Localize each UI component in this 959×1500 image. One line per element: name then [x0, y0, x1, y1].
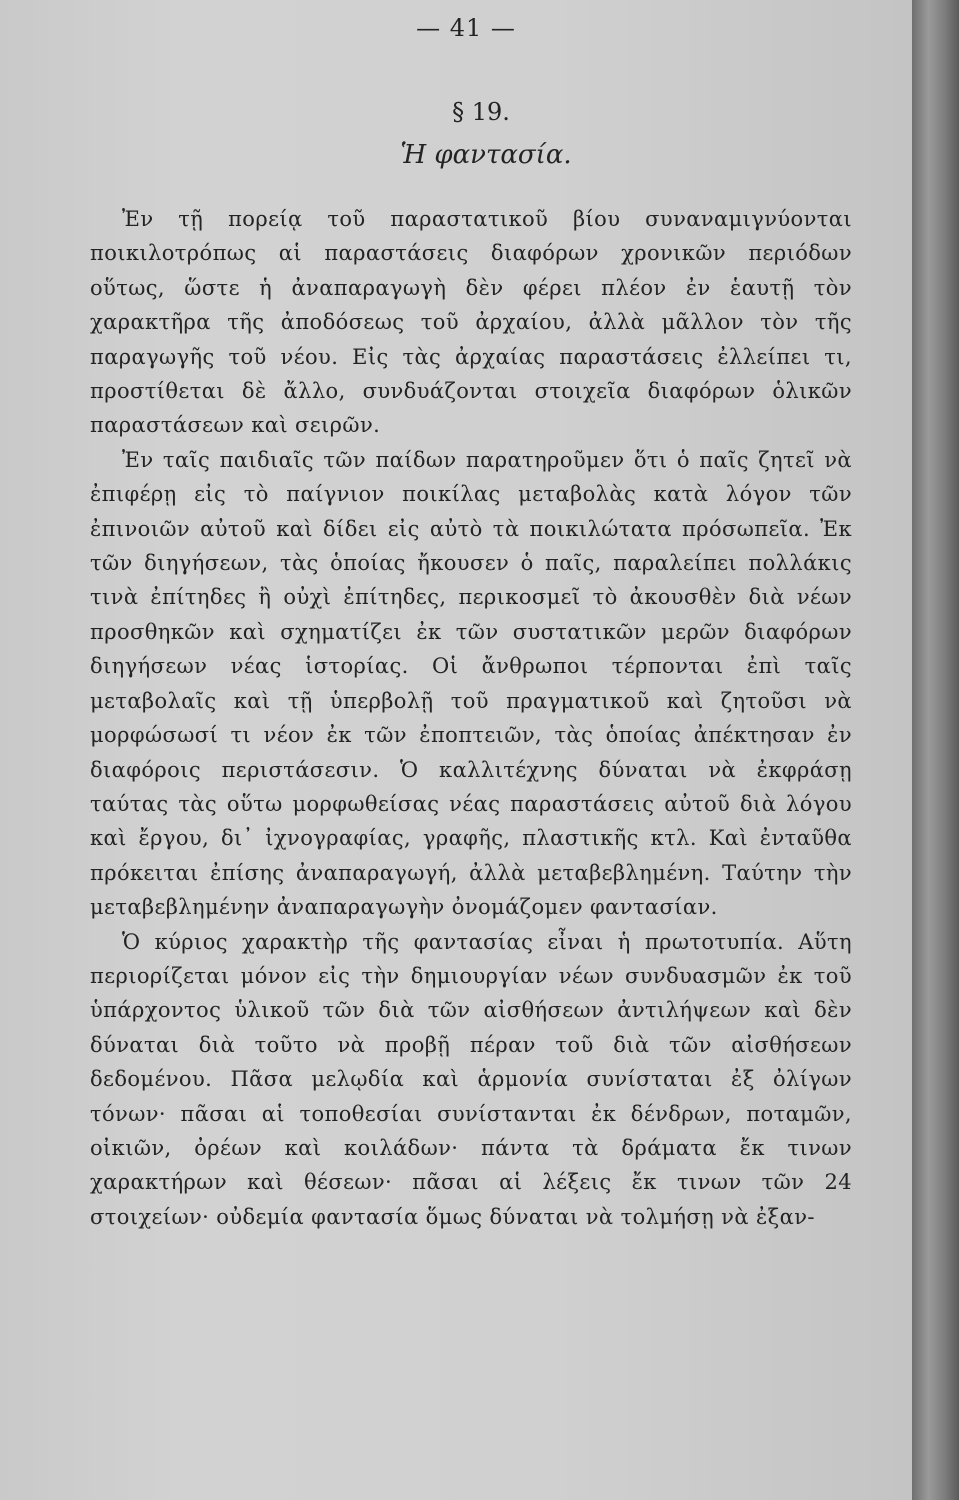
page-edge — [912, 0, 959, 1500]
paragraph: Ἐν τῇ πορείᾳ τοῦ παραστατικοῦ βίου συναναμιγνύονται ποικιλοτρόπως αἱ παραστάσεις διαφόρων χρονικῶν περιόδων οὕτως, ὥστε ἡ ἀναπαραγωγὴ δὲν φέρει πλέον ἐν ἑαυτῇ τὸν χαρακτῆρα τῆς ἀποδόσεως τοῦ ἀρχαίου, ἀλλὰ μᾶλλον τὸν τῆς παραγωγῆς τοῦ νέου. Εἰς τὰς ἀρχαίας παραστάσεις ἐλλείπει τι, προστίθεται δὲ ἄλλο, συνδυάζονται στοιχεῖα διαφόρων ὁλικῶν παραστάσεων καὶ σειρῶν. — [90, 207, 852, 438]
paragraph: Ἐν ταῖς παιδιαῖς τῶν παίδων παρατηροῦμεν ὅτι ὁ παῖς ζητεῖ νὰ ἐπιφέρῃ εἰς τὸ παίγνιον ποικίλας μεταβολὰς κατὰ λόγον τῶν ἐπινοιῶν αὐτοῦ καὶ δίδει εἰς αὐτὸ τὰ ποικιλώτατα πρόσωπεῖα. Ἐκ τῶν διηγήσεων, τὰς ὁποίας ἤκουσεν ὁ παῖς, παραλείπει πολλάκις τινὰ ἐπίτηδες ἢ οὐχὶ ἐπίτηδες, περικοσμεῖ τὸ ἀκουσθὲν διὰ νέων προσθηκῶν καὶ σχηματίζει ἐκ τῶν συστατικῶν μερῶν διαφόρων διηγήσεων νέας ἱστορίας. Οἱ ἄνθρωποι τέρπονται ἐπὶ ταῖς μεταβολαῖς καὶ τῇ ὑπερβολῇ τοῦ πραγματικοῦ καὶ ζητοῦσι νὰ μορφώσωσί τι νέον ἐκ τῶν ἐποπτειῶν, τὰς ὁποίας ἀπέκτησαν ἐν διαφόροις περιστάσεσιν. Ὁ καλλιτέχνης δύναται νὰ ἐκφράσῃ ταύτας τὰς οὕτω μορφωθείσας νέας παραστάσεις αὐτοῦ διὰ λόγου καὶ ἔργου, δι᾽ ἰχνογραφίας, γραφῆς, πλαστικῆς κτλ. Καὶ ἐνταῦθα πρόκειται ἐπίσης ἀναπαραγωγή, ἀλλὰ μεταβεβλημένη. Ταύτην τὴν μεταβεβλημένην ἀναπαραγωγὴν ὀνομάζομεν φαντασίαν. — [90, 447, 852, 920]
page-number: — 41 — — [416, 14, 516, 42]
section-number: § 19. — [452, 98, 510, 126]
section-title: Ἡ φαντασία. — [400, 140, 572, 170]
paragraph: Ὁ κύριος χαρακτὴρ τῆς φαντασίας εἶναι ἡ πρωτοτυπία. Αὕτη περιορίζεται μόνον εἰς τὴν δημιουργίαν νέων συνδυασμῶν ἐκ τοῦ ὑπάρχοντος ὑλικοῦ τῶν διὰ τῶν αἰσθήσεων ἀντιλήψεων καὶ δὲν δύναται διὰ τοῦτο νὰ προβῇ πέραν τοῦ διὰ τῶν αἰσθήσεων δεδομένου. Πᾶσα μελῳδία καὶ ἁρμονία συνίσταται ἐξ ὀλίγων τόνων· πᾶσαι αἱ τοποθεσίαι συνίστανται ἐκ δένδρων, ποταμῶν, οἰκιῶν, ὀρέων καὶ κοιλάδων· πάντα τὰ δράματα ἔκ τινων χαρακτήρων καὶ θέσεων· πᾶσαι αἱ λέξεις ἔκ τινων τῶν 24 στοιχείων· οὐδεμία φαντασία ὅμως δύναται νὰ τολμήσῃ νὰ ἐξαν- — [90, 929, 852, 1229]
